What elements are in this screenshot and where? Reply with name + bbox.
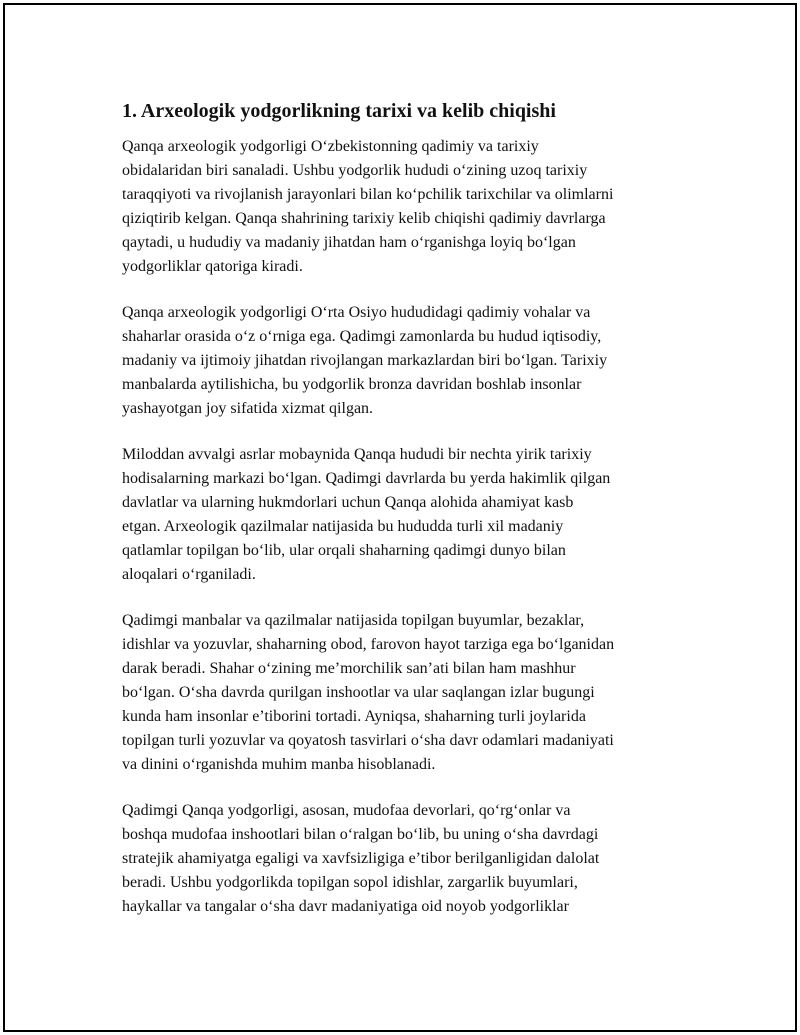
- text-line: topilgan turli yozuvlar va qoyatosh tasvirlari o‘sha davr odamlari madaniyati: [122, 732, 614, 749]
- text-line: taraqqiyoti va rivojlanish jarayonlari bilan ko‘pchilik tarixchilar va olimlarni: [122, 186, 614, 203]
- text-line: obidalaridan biri sanaladi. Ushbu yodgorlik hududi o‘zining uzoq tarixiy: [122, 162, 588, 179]
- text-line: stratejik ahamiyatga egaligi va xavfsizligiga e’tibor berilganligidan dalolat: [122, 850, 600, 867]
- text-line: yashayotgan joy sifatida xizmat qilgan.: [122, 400, 374, 417]
- text-line: beradi. Ushbu yodgorlikda topilgan sopol idishlar, zargarlik buyumlari,: [122, 874, 578, 891]
- text-line: qiziqtirib kelgan. Qanqa shahrining tarixiy kelib chiqishi qadimiy davrlarga: [122, 210, 606, 227]
- text-line: Qanqa arxeologik yodgorligi O‘rta Osiyo hududidagi qadimiy vohalar va: [122, 304, 591, 321]
- text-line: haykallar va tangalar o‘sha davr madaniyatiga oid noyob yodgorliklar: [122, 898, 569, 915]
- text-line: Qadimgi manbalar va qazilmalar natijasida topilgan buyumlar, bezaklar,: [122, 612, 585, 629]
- paragraph-5: [122, 799, 697, 919]
- text-line: manbalarda aytilishicha, bu yodgorlik bronza davridan boshlab insonlar: [122, 376, 582, 393]
- text-line: boshqa mudofaa inshootlari bilan o‘ralgan bo‘lib, bu uning o‘sha davrdagi: [122, 826, 599, 843]
- text-line: qaytadi, u hududiy va madaniy jihatdan ham o‘rganishga loyiq bo‘lgan: [122, 234, 576, 251]
- text-line: etgan. Arxeologik qazilmalar natijasida bu hududda turli xil madaniy: [122, 518, 564, 535]
- text-line: idishlar va yozuvlar, shaharning obod, farovon hayot tarziga ega bo‘lganidan: [122, 636, 615, 653]
- text-line: Qanqa arxeologik yodgorligi O‘zbekistonning qadimiy va tarixiy: [122, 138, 539, 155]
- text-line: va dinini o‘rganishda muhim manba hisoblanadi.: [122, 756, 436, 773]
- paragraph-1: [122, 135, 697, 279]
- text-line: bo‘lgan. O‘sha davrda qurilgan inshootlar va ular saqlangan izlar bugungi: [122, 684, 595, 701]
- text-line: madaniy va ijtimoiy jihatdan rivojlangan markazlardan biri bo‘lgan. Tarixiy: [122, 352, 608, 369]
- text-line: shaharlar orasida o‘z o‘rniga ega. Qadimgi zamonlarda bu hudud iqtisodiy,: [122, 328, 602, 345]
- page-frame: [3, 3, 797, 1032]
- text-line: darak beradi. Shahar o‘zining me’morchilik san’ati bilan ham mashhur: [122, 660, 576, 677]
- text-line: Miloddan avvalgi asrlar mobaynida Qanqa hududi bir nechta yirik tarixiy: [122, 446, 592, 463]
- paragraph-2: [122, 301, 697, 421]
- document-body: [122, 97, 697, 941]
- paragraph-3: [122, 443, 697, 587]
- text-line: aloqalari o‘rganiladi.: [122, 566, 256, 583]
- text-line: kunda ham insonlar e’tiborini tortadi. Ayniqsa, shaharning turli joylarida: [122, 708, 586, 725]
- text-line: Qadimgi Qanqa yodgorligi, asosan, mudofaa devorlari, qo‘rg‘onlar va: [122, 802, 571, 819]
- text-line: yodgorliklar qatoriga kiradi.: [122, 258, 303, 275]
- text-line: qatlamlar topilgan bo‘lib, ular orqali shaharning qadimgi dunyo bilan: [122, 542, 566, 559]
- text-line: hodisalarning markazi bo‘lgan. Qadimgi davrlarda bu yerda hakimlik qilgan: [122, 470, 611, 487]
- section-heading: 1. Arxeologik yodgorlikning tarixi va kelib chiqishi: [122, 100, 556, 122]
- text-line: davlatlar va ularning hukmdorlari uchun Qanqa alohida ahamiyat kasb: [122, 494, 574, 511]
- paragraph-4: [122, 609, 697, 777]
